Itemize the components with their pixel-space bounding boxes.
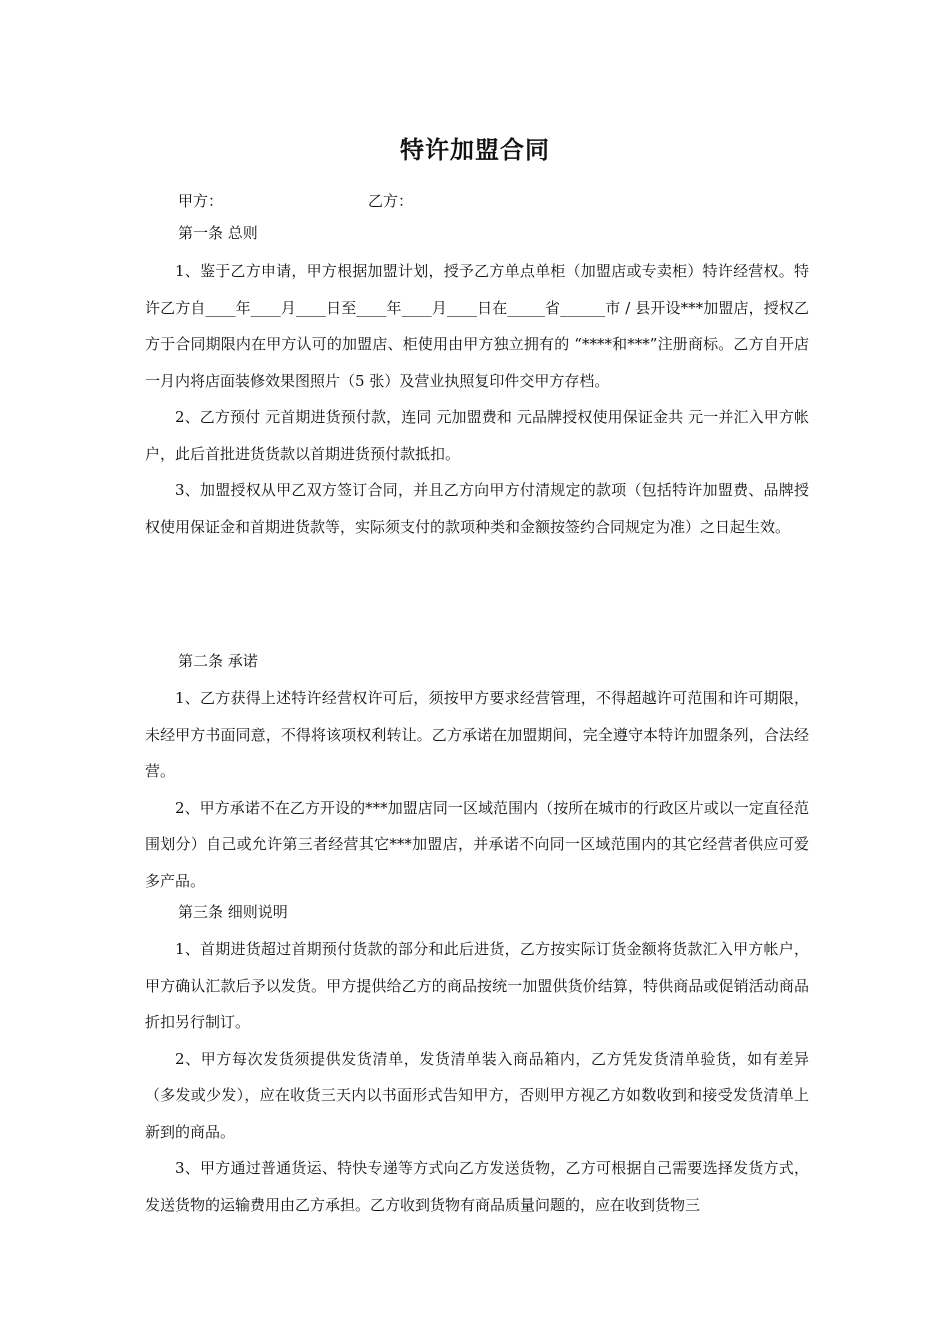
clause-paragraph: 1、首期进货超过首期预付货款的部分和此后进货，乙方按实际订货金额将货款汇入甲方帐户，甲方确认汇款后予以发货。甲方提供给乙方的商品按统一加盟供货价结算，特供商品或促销活动商品折扣另行制订。 [145,940,809,1031]
section-body-general [145,253,809,545]
clause-paragraph: 2、乙方预付 元首期进货预付款，连同 元加盟费和 元品牌授权使用保证金共 元一并汇入甲方帐户，此后首批进货货款以首期进货预付款抵扣。 [145,408,809,463]
section-heading-commitment: 第二条 承诺 [178,652,258,670]
clause-paragraph: 3、加盟授权从甲乙双方签订合同，并且乙方向甲方付清规定的款项（包括特许加盟费、品牌授权使用保证金和首期进货款等，实际须支付的款项种类和金额按签约合同规定为准）之日起生效。 [145,481,809,536]
clause-paragraph: 2、甲方承诺不在乙方开设的***加盟店同一区域范围内（按所在城市的行政区片或以一定直径范围划分）自己或允许第三者经营其它***加盟店，并承诺不向同一区域范围内的其它经营者供应可爱多产品。 [145,798,809,890]
party-a-label: 甲方： [178,192,224,210]
party-b-label: 乙方： [368,192,414,210]
section-body-details [145,931,809,1223]
clause-paragraph: 2、甲方每次发货须提供发货清单，发货清单装入商品箱内，乙方凭发货清单验货，如有差异（多发或少发），应在收货三天内以书面形式告知甲方，否则甲方视乙方如数收到和接受发货清单上新到的商品。 [145,1049,809,1141]
section-body-commitment [145,680,809,899]
section-heading-details: 第三条 细则说明 [178,903,288,921]
section-heading-general: 第一条 总则 [178,224,258,242]
document-title: 特许加盟合同 [400,135,550,164]
clause-paragraph: 1、鉴于乙方申请，甲方根据加盟计划，授予乙方单点单柜（加盟店或专卖柜）特许经营权。特许乙方自____年____月____日至____年____月____日在_____省______市 / 县开设***加盟店，授权乙方于合同期限内在甲方认可的加盟店、柜使用由甲方独立拥有的 “****和***”注册商标。乙方自开店一月内将店面装修效果图照片（5 张）及营业执照复印件交甲方存档。 [145,262,809,390]
clause-paragraph: 3、甲方通过普通货运、特快专递等方式向乙方发送货物，乙方可根据自己需要选择发货方式，发送货物的运输费用由乙方承担。乙方收到货物有商品质量问题的，应在收到货物三 [145,1159,809,1214]
parties-line [178,190,778,212]
clause-paragraph: 1、乙方获得上述特许经营权许可后，须按甲方要求经营管理，不得超越许可范围和许可期限，未经甲方书面同意，不得将该项权利转让。乙方承诺在加盟期间，完全遵守本特许加盟条列，合法经营。 [145,689,809,780]
